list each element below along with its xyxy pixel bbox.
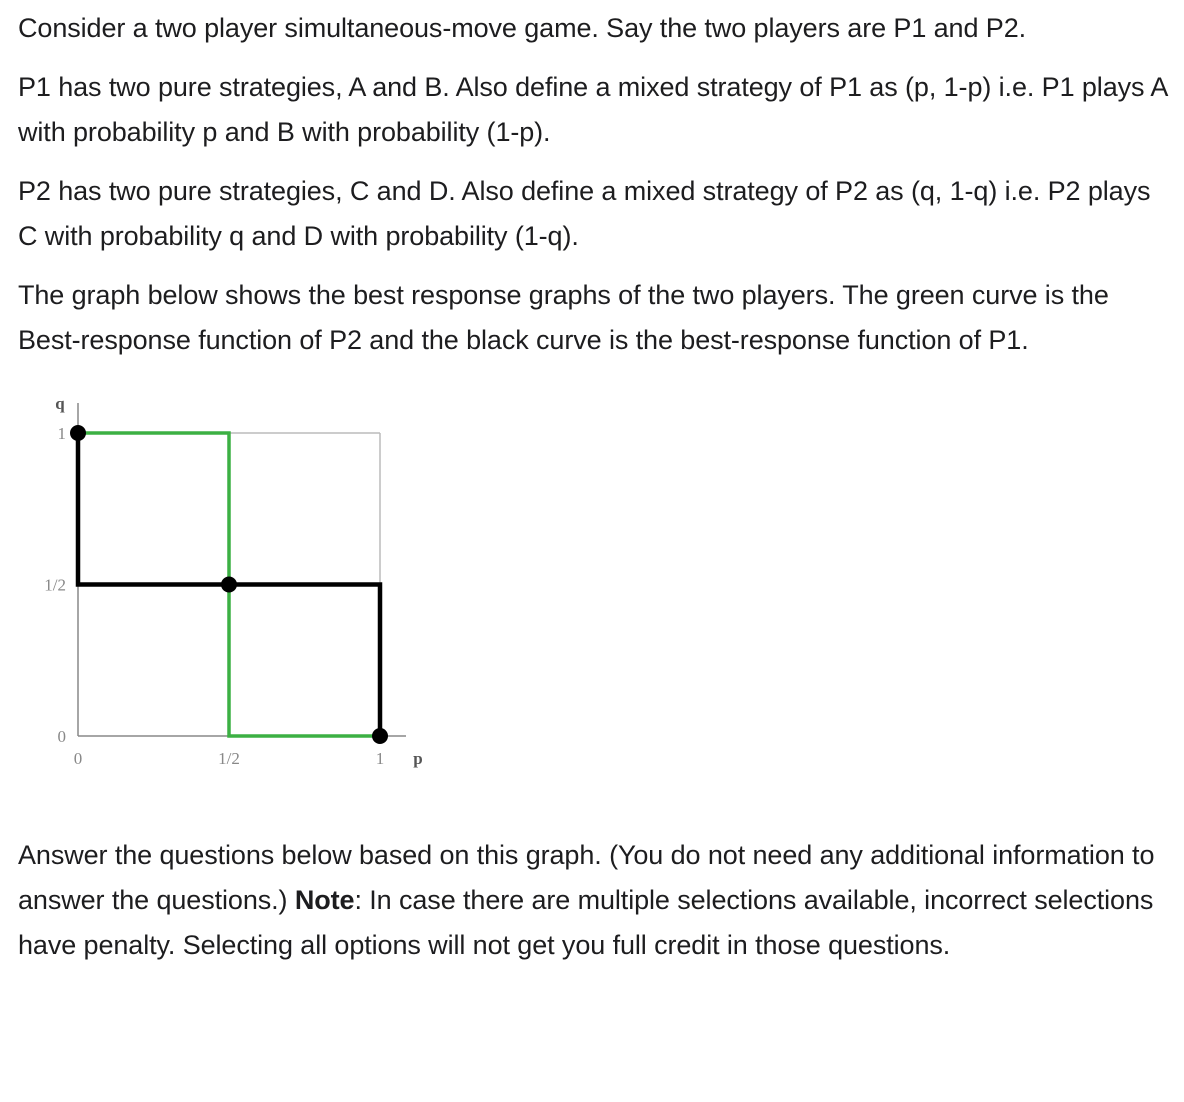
equilibrium-point-3 bbox=[372, 728, 388, 744]
equilibrium-point-1 bbox=[70, 425, 86, 441]
x-tick-label: 1 bbox=[375, 749, 385, 768]
instructions-paragraph bbox=[18, 833, 1168, 968]
note-label: Note bbox=[294, 885, 355, 915]
instructions-text: Answer the questions below based on this graph. (You do not need any additional information to answer the questions.) bbox=[18, 840, 1155, 915]
best-response-graph bbox=[18, 387, 438, 807]
question-content bbox=[18, 6, 1168, 982]
p2-strategy-paragraph: P2 has two pure strategies, C and D. Also define a mixed strategy of P2 as (q, 1-q) i.e. P2 plays C with probability q and D with probability (1-q). bbox=[18, 176, 1151, 251]
instructions-note-text: : In case there are multiple selections available, incorrect selections have penalty. Selecting all options will not get you full credit in those questions. bbox=[18, 885, 1154, 960]
equilibrium-point-2 bbox=[221, 577, 237, 593]
y-tick-label: 1 bbox=[57, 424, 66, 443]
x-tick-label: 1/2 bbox=[218, 749, 240, 768]
y-axis-label: q bbox=[55, 394, 65, 413]
p1-strategy-paragraph: P1 has two pure strategies, A and B. Also define a mixed strategy of P1 as (p, 1-p) i.e. P1 plays A with probability p and B with probability (1-p). bbox=[18, 72, 1167, 147]
x-axis-label: p bbox=[413, 749, 423, 768]
y-tick-label: 0 bbox=[57, 727, 66, 746]
x-tick-label: 0 bbox=[73, 749, 83, 768]
intro-paragraph: Consider a two player simultaneous-move game. Say the two players are P1 and P2. bbox=[18, 13, 1027, 43]
best-response-chart-svg bbox=[18, 387, 438, 807]
y-tick-label: 1/2 bbox=[44, 575, 66, 595]
graph-description-paragraph: The graph below shows the best response graphs of the two players. The green curve is the Best-response function of P2 and the black curve is the best-response function of P1. bbox=[18, 280, 1109, 355]
